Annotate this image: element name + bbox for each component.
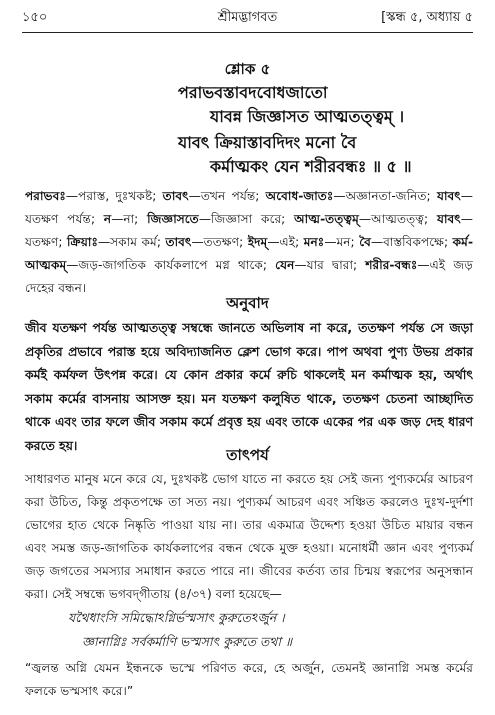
synonym-word: যাবৎ <box>436 189 461 203</box>
synonym-meaning: —বাস্তবিকপক্ষে; <box>370 235 453 249</box>
verse-line: যাবৎ ক্রিয়াস্তাবদিদং মনো বৈ <box>178 133 357 152</box>
purport-text: সাধারণত মানুষ মনে করে যে, দুঃখকষ্ট ভোগ যাতে না করতে হয় সেই জন্য পুণ্যকর্মের আচরণ করা উচিত, কিন্তু প্রকৃতপক্ষে তা সত্য নয়। পুণ্যকর্ম আচরণ এবং সঞ্চিত করলেও দুঃখ-দুর্দশা ভোগের হাত থেকে নিষ্কৃতি পাওয়া যায় না। তার একমাত্র উদ্দেশ্য হওয়া উচিত মায়ার বন্ধন এবং সমস্ত জড়-জাগতিক কার্যকলাপের বন্ধন থেকে মুক্ত হওয়া। মনোধর্মী জ্ঞান এবং পুণ্যকর্ম জড় জগতের সমস্যার সমাধান করতে পারে না। জীবের কর্তব্য তার চিন্ময় স্বরূপের অনুসন্ধান করা। সেই সম্বন্ধে ভগবদ্‌গীতায় (৪/৩৭) বলা হয়েছে— <box>25 472 473 601</box>
synonym-meaning: —যার দ্বারা; <box>294 258 366 272</box>
synonym-word: ইদম্ <box>247 235 268 249</box>
synonym-word: পরাভবঃ <box>25 189 66 203</box>
synonym-meaning: —এই; <box>267 235 304 249</box>
synonym-meaning: —অজ্ঞানতা-জনিত; <box>333 189 437 203</box>
translation-text: জীব যতক্ষণ পর্যন্ত আত্মতত্ত্ব সম্বন্ধে জানতে অভিলাষ না করে, ততক্ষণ পর্যন্ত সে জড়া প্রকৃতির প্রভাবে পরাস্ত হয়ে অবিদ্যাজনিত ক্লেশ ভোগ করে। পাপ অথবা পুণ্য উভয় প্রকার কর্মই কর্মফল উৎপন্ন করে। যে কোন প্রকার কর্মে রুচি থাকলেই মন কর্মাত্মক হয়, অর্থাৎ সকাম কর্মের বাসনায় আসক্ত হয়। মন যতক্ষণ কলুষিত থাকে, ততক্ষণ চেতনা আচ্ছাদিত থাকে এবং তার ফলে জীব সকাম কর্মে প্রবৃত্ত হয় এবং তাকে একের পর এক জড় দেহ ধারণ করতে হয়। <box>25 320 473 453</box>
synonym-meaning: —জড়-জাগতিক কার্যকলাপে মগ্ন থাকে; <box>66 258 276 272</box>
verse-line: যাবন্ন জিজ্ঞাসত আত্মতত্ত্বম্ । <box>210 107 405 126</box>
synonym-meaning: —তখন পর্যন্ত; <box>188 189 266 203</box>
book-title: শ্রীমদ্ভাগবত <box>217 10 278 25</box>
synonym-word: মনঃ <box>303 235 325 249</box>
synonym-meaning: —জিজ্ঞাসা করে; <box>198 212 295 226</box>
synonyms-paragraph <box>25 185 473 300</box>
verse-title: শ্লোক ৫ <box>224 60 271 78</box>
synonym-word: শরীর-বন্ধঃ <box>365 258 418 272</box>
synonym-meaning: —সকাম কর্ম; <box>97 235 166 249</box>
synonym-word: যাবৎ <box>436 212 461 226</box>
synonym-word: তাবৎ <box>162 189 189 203</box>
synonym-meaning: —যতক্ষণ; <box>25 212 473 249</box>
quote-translation: “জ্বলন্ত অগ্নি যেমন ইন্ধনকে ভস্মে পরিণত করে, হে অর্জুন, তেমনই জ্ঞানাগ্নি সমস্ত কর্মের ফলকে ভস্মসাৎ করে।” <box>25 661 473 698</box>
synonym-word: ক্রিয়াঃ <box>67 235 98 249</box>
synonym-word: আত্ম-তত্ত্বম্ <box>294 212 359 226</box>
chapter-reference: [স্কন্ধ ৫, অধ্যায় ৫ <box>381 10 473 25</box>
synonym-word: জিজ্ঞাসতে <box>147 212 199 226</box>
verse-line: পরাভবস্তাবদবোধজাতো <box>178 83 328 102</box>
synonym-word: বৈ <box>359 235 371 249</box>
synonym-meaning: —পরাস্ত, দুঃখকষ্ট; <box>65 189 163 203</box>
gita-quote-line: যথৈধাংসি সমিদ্ধোঽগ্নির্ভস্মসাৎ কুরুতেঽর্জুন । <box>68 610 285 625</box>
synonym-meaning: —মন; <box>324 235 360 249</box>
gita-quote-line: জ্ঞানাগ্নিঃ সর্বকর্মাণি ভস্মসাৎ কুরুতে তথা ॥ <box>82 634 293 649</box>
synonym-meaning: —যতক্ষণ পর্যন্ত; <box>25 189 473 226</box>
page-number: ১৫০ <box>22 10 48 25</box>
page-header <box>22 8 473 30</box>
synonym-word: কর্ম-আত্মকম্ <box>25 235 474 272</box>
synonym-meaning: —না; <box>111 212 148 226</box>
translation-heading: অনুবাদ <box>226 294 269 312</box>
synonym-meaning: —এই জড় দেহের বন্ধন। <box>25 258 473 295</box>
verse-line: কর্মাত্মকং যেন শরীরবন্ধঃ ॥ ৫ ॥ <box>210 157 412 176</box>
synonym-word: তাবৎ <box>165 235 192 249</box>
header-rule <box>22 32 473 33</box>
purport-heading: তাৎপর্য <box>226 446 269 464</box>
synonym-meaning: —আত্মতত্ত্ব; <box>358 212 437 226</box>
synonym-word: যেন <box>275 258 295 272</box>
synonym-word: অবোধ-জাতঃ <box>265 189 334 203</box>
synonym-meaning: —ততক্ষণ; <box>191 235 248 249</box>
synonym-word: ন <box>103 212 112 226</box>
